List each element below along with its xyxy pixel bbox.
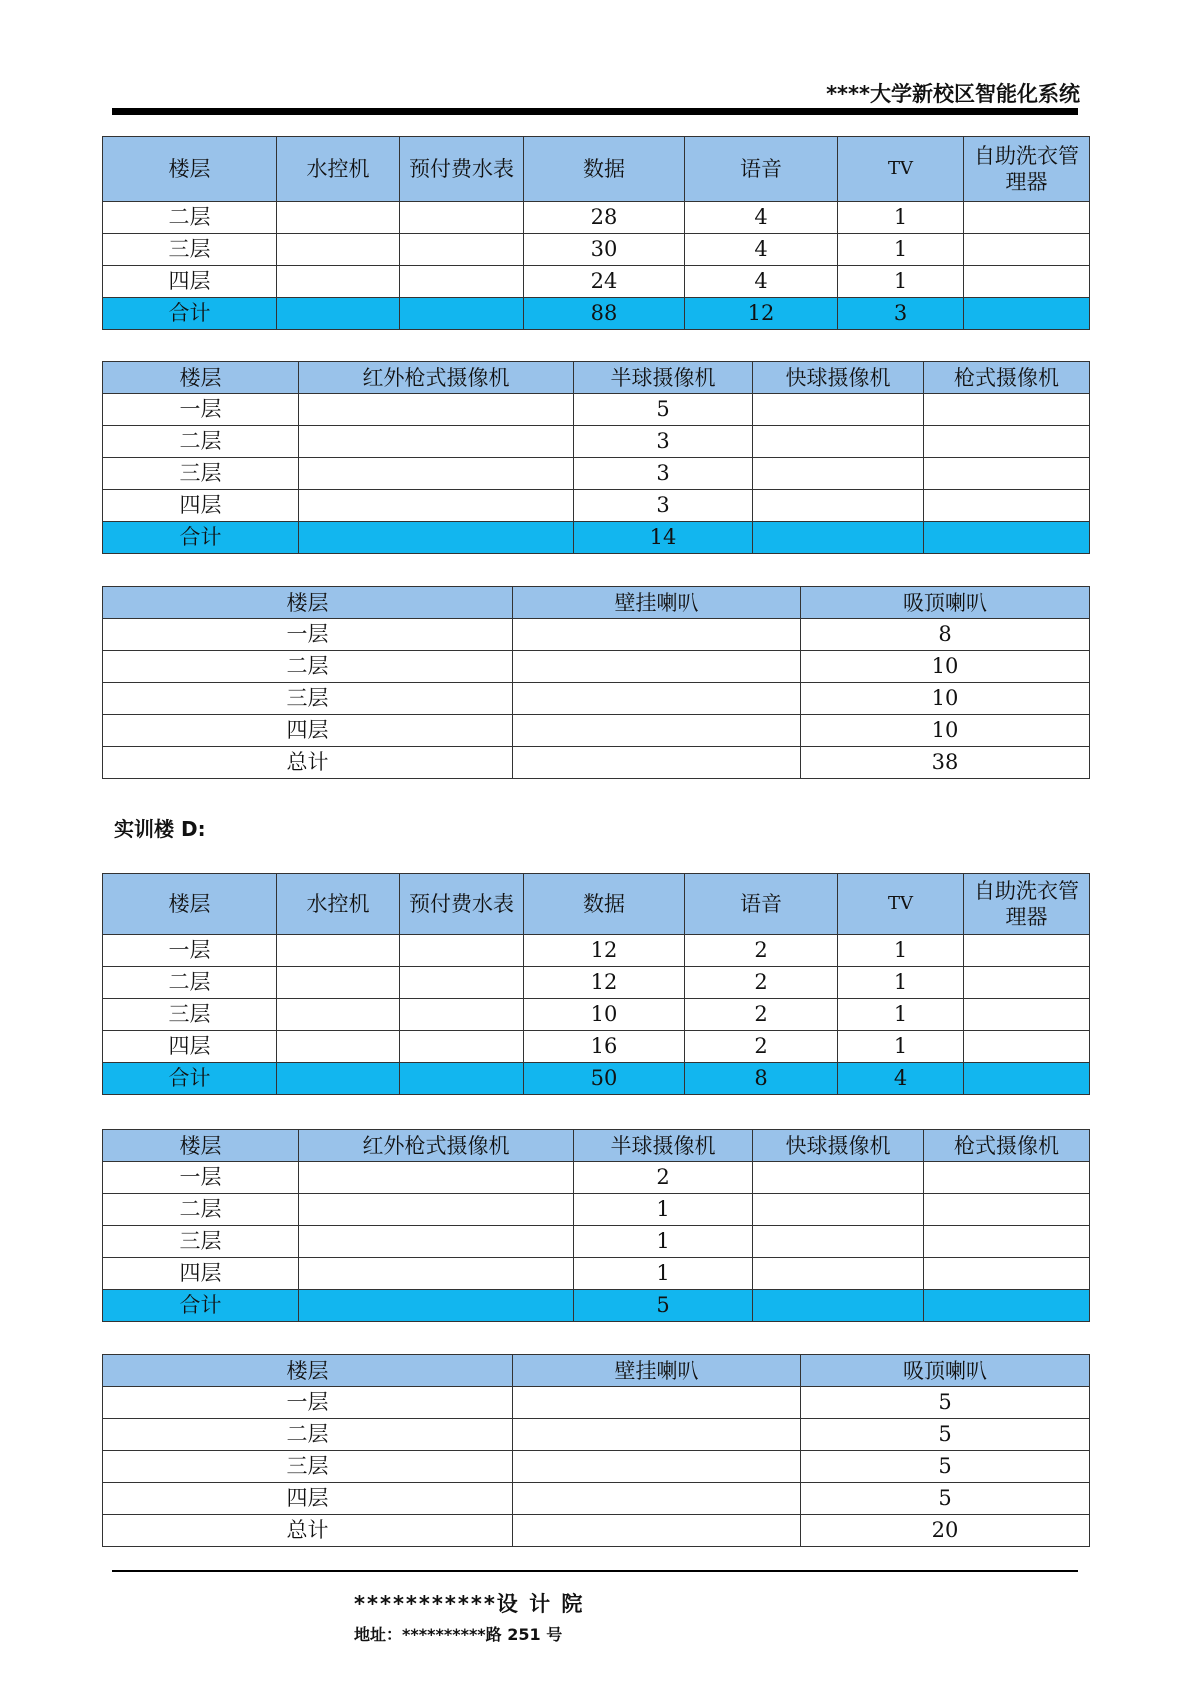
total-row [103,1290,1090,1322]
table-row [103,1451,1090,1483]
total-cell: 5 [574,1290,753,1322]
table-cell [277,1031,400,1063]
network-points-table-building-d [102,873,1090,1095]
table-cell [513,1387,801,1419]
table-cell [924,490,1090,522]
total-cell: 14 [574,522,753,554]
header-row [103,874,1090,935]
total-cell [277,1063,400,1095]
header-row [103,137,1090,202]
column-header: 水控机 [277,874,400,935]
total-cell [964,1063,1090,1095]
table-cell: 38 [801,747,1090,779]
table-cell [299,1194,574,1226]
table-row [103,1031,1090,1063]
table-cell [924,1194,1090,1226]
total-cell: 合计 [103,1063,277,1095]
table-cell [513,1483,801,1515]
table-cell: 四层 [103,266,277,298]
total-cell [277,298,400,330]
table-cell [924,426,1090,458]
table-cell: 四层 [103,1258,299,1290]
table-cell [299,458,574,490]
column-header: 半球摄像机 [574,1130,753,1162]
table-cell: 三层 [103,999,277,1031]
column-header: 预付费水表 [400,137,524,202]
table-row [103,1515,1090,1547]
total-cell: 合计 [103,1290,299,1322]
table-cell: 一层 [103,394,299,426]
section-title-building-d: 实训楼 D: [114,817,206,841]
table-cell: 二层 [103,202,277,234]
table-cell: 一层 [103,1162,299,1194]
table-cell: 总计 [103,747,513,779]
table-cell [753,458,924,490]
table-cell [513,651,801,683]
column-header: 楼层 [103,587,513,619]
network-points-table [102,136,1090,330]
table-cell: 10 [801,651,1090,683]
table-cell: 2 [685,935,838,967]
table-cell: 1 [838,202,964,234]
footer-rule [112,1570,1078,1572]
table-cell [400,234,524,266]
table-cell [513,1515,801,1547]
total-cell: 88 [524,298,685,330]
table-cell: 10 [524,999,685,1031]
header-row [103,1130,1090,1162]
total-row [103,522,1090,554]
table-cell [964,234,1090,266]
table-row [103,266,1090,298]
table-cell: 5 [801,1451,1090,1483]
table-row [103,202,1090,234]
header-row [103,1355,1090,1387]
total-cell [400,298,524,330]
column-header: 壁挂喇叭 [513,587,801,619]
table-cell [277,999,400,1031]
table-cell: 8 [801,619,1090,651]
table-cell [299,1258,574,1290]
table-cell: 2 [685,1031,838,1063]
column-header: 快球摄像机 [753,362,924,394]
table-cell [277,266,400,298]
speaker-table-building-d [102,1354,1090,1547]
table-cell [513,747,801,779]
table-row [103,1419,1090,1451]
table-cell: 5 [801,1483,1090,1515]
table-cell: 12 [524,935,685,967]
column-header: 壁挂喇叭 [513,1355,801,1387]
table-cell [924,458,1090,490]
table-cell [299,1162,574,1194]
table-cell [299,394,574,426]
table-cell [964,999,1090,1031]
table-cell: 16 [524,1031,685,1063]
camera-table [102,361,1090,554]
footer-address: 地址：**********路 251 号 [354,1625,563,1644]
table-cell [964,266,1090,298]
document-header-title: ****大学新校区智能化系统 [826,82,1080,106]
table-cell: 1 [838,999,964,1031]
table-row [103,683,1090,715]
table-cell [299,490,574,522]
table-cell [400,999,524,1031]
header-rule [112,108,1078,115]
table-cell: 二层 [103,1419,513,1451]
table-row [103,1387,1090,1419]
column-header: 枪式摄像机 [924,1130,1090,1162]
table-cell: 10 [801,683,1090,715]
column-header: 数据 [524,137,685,202]
table-cell: 1 [838,266,964,298]
table-cell: 三层 [103,458,299,490]
table-cell: 总计 [103,1515,513,1547]
table-cell [924,1162,1090,1194]
table-cell [277,967,400,999]
column-header: 红外枪式摄像机 [299,362,574,394]
table-cell: 2 [685,999,838,1031]
total-cell [753,1290,924,1322]
table-cell: 二层 [103,426,299,458]
table-cell: 四层 [103,1031,277,1063]
table-cell: 二层 [103,967,277,999]
total-cell [299,1290,574,1322]
total-cell: 50 [524,1063,685,1095]
table-cell: 一层 [103,1387,513,1419]
table-cell [924,1258,1090,1290]
table-row [103,747,1090,779]
table-row [103,999,1090,1031]
total-cell: 合计 [103,298,277,330]
column-header: TV [838,137,964,202]
table-cell: 10 [801,715,1090,747]
total-cell: 合计 [103,522,299,554]
table-cell [964,935,1090,967]
table-cell: 5 [801,1419,1090,1451]
table-row [103,458,1090,490]
total-cell [964,298,1090,330]
table-cell [964,967,1090,999]
table-cell [753,1162,924,1194]
header-row [103,587,1090,619]
table-cell: 5 [574,394,753,426]
table-cell [277,935,400,967]
total-cell: 12 [685,298,838,330]
table-row [103,1162,1090,1194]
column-header: 楼层 [103,874,277,935]
column-header: 水控机 [277,137,400,202]
table-cell: 四层 [103,1483,513,1515]
table-cell [400,1031,524,1063]
table-cell: 30 [524,234,685,266]
table-cell: 四层 [103,715,513,747]
table-row [103,935,1090,967]
column-header: 半球摄像机 [574,362,753,394]
table-cell [513,1419,801,1451]
table-row [103,1258,1090,1290]
table-cell: 四层 [103,490,299,522]
table-row [103,1226,1090,1258]
column-header: 楼层 [103,137,277,202]
table-row [103,426,1090,458]
table-cell: 1 [838,935,964,967]
table-cell [753,1194,924,1226]
column-header: TV [838,874,964,935]
speaker-table [102,586,1090,779]
header-row [103,362,1090,394]
table-cell [513,1451,801,1483]
table-cell: 2 [574,1162,753,1194]
table-row [103,1483,1090,1515]
column-header: 红外枪式摄像机 [299,1130,574,1162]
table-row [103,394,1090,426]
table-row [103,1194,1090,1226]
table-cell: 28 [524,202,685,234]
table-cell [753,1258,924,1290]
table-cell [513,683,801,715]
table-cell [964,1031,1090,1063]
table-cell: 三层 [103,1226,299,1258]
table-cell: 三层 [103,1451,513,1483]
table-cell [400,935,524,967]
table-row [103,967,1090,999]
column-header: 数据 [524,874,685,935]
total-cell [400,1063,524,1095]
table-cell: 24 [524,266,685,298]
table-cell: 1 [574,1258,753,1290]
total-cell: 3 [838,298,964,330]
table-cell [753,1226,924,1258]
table-cell [513,619,801,651]
table-cell [299,1226,574,1258]
table-cell: 1 [838,967,964,999]
table-cell: 3 [574,426,753,458]
table-cell [400,202,524,234]
table-cell: 4 [685,202,838,234]
table-cell: 20 [801,1515,1090,1547]
column-header: 预付费水表 [400,874,524,935]
table-cell [513,715,801,747]
total-row [103,298,1090,330]
table-cell: 一层 [103,619,513,651]
column-header: 语音 [685,874,838,935]
column-header: 自助洗衣管理器 [964,137,1090,202]
table-cell: 12 [524,967,685,999]
table-cell [753,394,924,426]
table-cell [964,202,1090,234]
table-cell: 4 [685,266,838,298]
table-cell: 1 [838,234,964,266]
table-cell [299,426,574,458]
table-cell [277,234,400,266]
footer-organization: ***********设 计 院 [354,1592,585,1616]
total-cell: 4 [838,1063,964,1095]
table-cell [924,1226,1090,1258]
table-row [103,715,1090,747]
total-cell [924,1290,1090,1322]
table-cell: 三层 [103,234,277,266]
column-header: 楼层 [103,1130,299,1162]
column-header: 快球摄像机 [753,1130,924,1162]
table-cell [753,426,924,458]
column-header: 楼层 [103,1355,513,1387]
table-cell: 3 [574,458,753,490]
total-cell [924,522,1090,554]
table-cell [400,967,524,999]
table-cell: 1 [838,1031,964,1063]
table-cell: 二层 [103,1194,299,1226]
table-cell: 1 [574,1194,753,1226]
column-header: 楼层 [103,362,299,394]
camera-table-building-d [102,1129,1090,1322]
table-cell: 三层 [103,683,513,715]
table-cell [277,202,400,234]
total-cell [753,522,924,554]
column-header: 吸顶喇叭 [801,587,1090,619]
table-row [103,490,1090,522]
table-cell: 5 [801,1387,1090,1419]
table-row [103,619,1090,651]
table-cell [400,266,524,298]
table-cell: 1 [574,1226,753,1258]
column-header: 自助洗衣管理器 [964,874,1090,935]
table-row [103,234,1090,266]
table-cell: 一层 [103,935,277,967]
table-cell [924,394,1090,426]
table-cell: 4 [685,234,838,266]
table-cell: 二层 [103,651,513,683]
column-header: 语音 [685,137,838,202]
table-cell: 2 [685,967,838,999]
table-row [103,651,1090,683]
table-cell [753,490,924,522]
table-cell: 3 [574,490,753,522]
total-cell [299,522,574,554]
total-row [103,1063,1090,1095]
total-cell: 8 [685,1063,838,1095]
column-header: 枪式摄像机 [924,362,1090,394]
column-header: 吸顶喇叭 [801,1355,1090,1387]
